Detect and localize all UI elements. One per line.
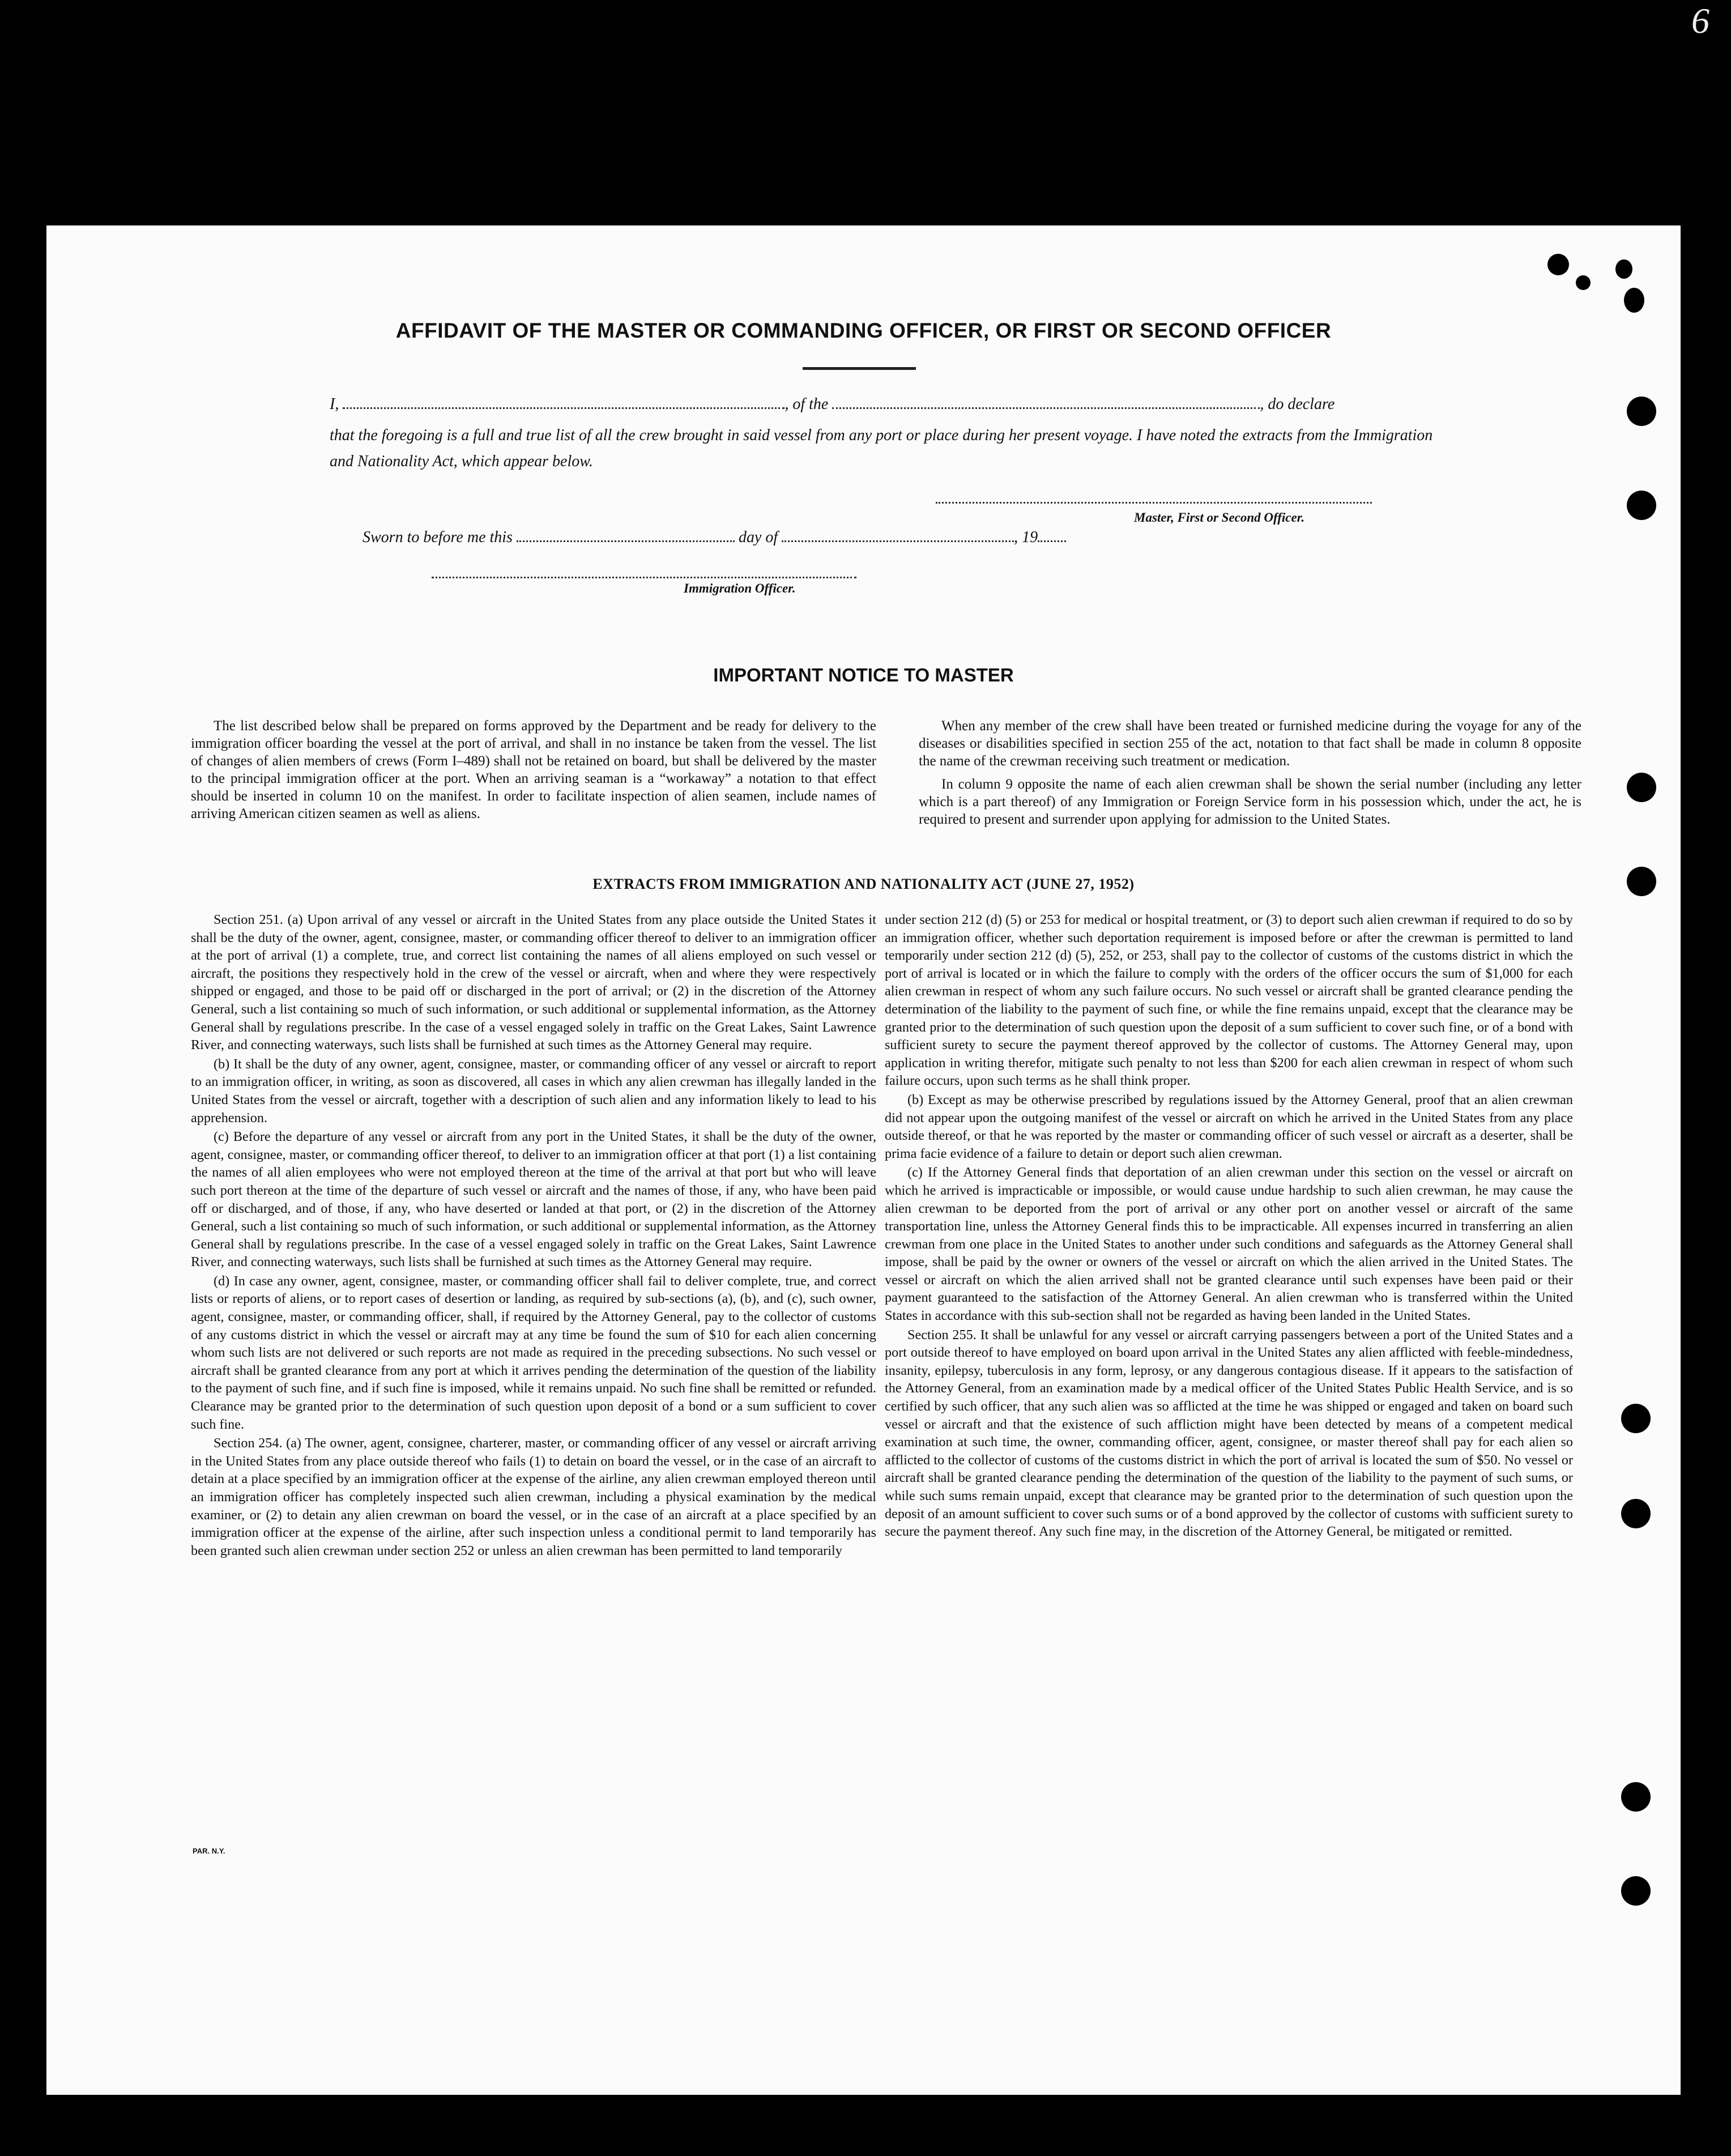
title-underline — [803, 367, 916, 370]
section-254-a: Section 254. (a) The owner, agent, consignee, charterer, master, or commanding officer of any vessel or aircraft arriving in the United States from any place outside thereof who fails (1) to detain on board the vessel, or in the case of an aircraft to detain at a place specified by an immigration officer at the expense of the airline, any alien crewman employed thereon until an immigration officer has completely inspected such alien crewman, including a physical examination by the medical examiner, or (2) to detain any alien crewman on board the vessel, or in the case of an aircraft at a place specified by an immigration officer at the expense of the airline, after such inspection unless a conditional permit to land temporarily has been granted such alien crewman under section 252 or unless an alien crewman has been permitted to land temporarily — [191, 1435, 876, 1558]
section-251-a: Section 251. (a) Upon arrival of any vessel or aircraft in the United States from any place outside the United States it shall be the duty of the owner, agent, consignee, master, or commanding officer thereof to deliver to an immigration officer at the port of arrival (1) a complete, true, and correct list containing the names of all aliens employed on such vessel or aircraft, the positions they respectively hold in the crew of the vessel or aircraft, when and where they were respectively shipped or engaged, and those to be paid off or discharged in the port of arrival; or (2) in the discretion of the Attorney General, such a list containing so much of such information, or such additional or supplemental information, as the Attorney General shall by regulations prescribe. In the case of a vessel engaged solely in traffic on the Great Lakes, Saint Lawrence River, and connecting waterways, such lists shall be furnished at such times as the Attorney General may require. — [191, 912, 876, 1053]
ink-blot — [1576, 275, 1591, 290]
punch-hole — [1627, 397, 1656, 426]
notice-right-paragraph-1: When any member of the crew shall have been treated or furnished medicine during the voyage for any of the diseases or disabilities specified in section 255 of the act, notation to that fact shall be made in column 8 opposite the name of the crewman receiving such treatment or medication. — [919, 718, 1581, 769]
punch-hole — [1621, 1782, 1651, 1812]
extracts-title: EXTRACTS FROM IMMIGRATION AND NATIONALITY ACT (JUNE 27, 1952) — [592, 876, 1135, 892]
punch-hole — [1627, 491, 1656, 520]
sworn-year: , 19 — [1014, 529, 1038, 546]
sworn-day-blank[interactable] — [517, 531, 735, 542]
decl-i: I, — [330, 395, 339, 413]
ink-blot — [1547, 254, 1569, 275]
corner-mark: 6 — [1691, 1, 1709, 41]
sworn-month-blank[interactable] — [782, 531, 1014, 542]
punch-hole — [1621, 1499, 1651, 1528]
immigration-signature-label: Immigration Officer. — [684, 581, 796, 595]
vessel-blank[interactable] — [832, 398, 1260, 409]
name-blank[interactable] — [343, 398, 785, 409]
section-254-b: (b) Except as may be otherwise prescribed by regulations issued by the Attorney General, proof that an alien crewman did not appear upon the outgoing manifest of the vessel or aircraft on which he arrived in the United States from any place outside thereof, or that he was reported by the master or commanding officer of such vessel or aircraft as a deserter, shall be prima facie evidence of a failure to detain or deport such alien crewman. — [885, 1092, 1573, 1161]
section-254-a-cont: under section 212 (d) (5) or 253 for medical or hospital treatment, or (3) to deport such alien crewman if required to do so by an immigration officer, whether such deportation requirement is imposed before or after the crewman is permitted to land temporarily under section 212 (d) (5), 252, or 253, shall pay to the collector of customs of the customs district in which the port of arrival is located or in which the failure to comply with the orders of the officer occurs the sum of $1,000 for each alien crewman in respect of whom any such failure occurs. No such vessel or aircraft shall be granted clearance pending the determination of the liability to the payment of such fine, or while the fine remains unpaid, except that the clearance may be granted prior to the determination of such question upon the deposit of a sum sufficient to cover such fine, or of a bond with sufficient surety to secure the payment thereof approved by the collector of customs. The Attorney General may, upon application in writing therefor, mitigate such penalty to not less than $200 for each alien crewman in respect of whom such failure occurs, upon such terms as he shall think proper. — [885, 912, 1573, 1089]
notice-left-paragraph: The list described below shall be prepared on forms approved by the Department and be ready for delivery to the immigration officer boarding the vessel at the port of arrival, and shall in no instance be taken from the vessel. The list of changes of alien members of crews (Form I–489) shall not be retained on board, but shall be delivered by the master to the principal immigration officer at the port. When an arriving seaman is a “workaway” a notation to that effect should be inserted in column 10 on the manifest. In order to facilitate inspection of alien seamen, include names of arriving American citizen seamen as well as aliens. — [191, 718, 876, 821]
affidavit-title: AFFIDAVIT OF THE MASTER OR COMMANDING OFFICER, OR FIRST OR SECOND OFFICER — [395, 319, 1332, 342]
decl-of-the: , of the — [785, 395, 829, 413]
notice-right-column — [919, 717, 1581, 834]
section-255: Section 255. It shall be unlawful for any vessel or aircraft carrying passengers between a port of the United States and a port outside thereof to have employed on board upon arrival in the United States any alien afflicted with feeble-mindedness, insanity, epilepsy, tuberculosis in any form, leprosy, or any dangerous contagious disease. If it appears to the satisfaction of the Attorney General, from an examination made by a medical officer of the United States Public Health Service, and is so certified by such officer, that any such alien was so afflicted at the time he was shipped or engaged and taken on board such vessel or aircraft and that the existence of such affliction might have been detected by means of a competent medical examination at such time, the owner, commanding officer, agent, consignee, or master thereof shall pay for each alien so afflicted to the collector of customs of the customs district in which the port of arrival is located the sum of $50. No vessel or aircraft shall be granted clearance pending the determination of the question of the liability to the payment of such sums, or while such sums remain unpaid, except that clearance may be granted prior to the determination of such question upon the deposit of an amount sufficient to cover such sums or of a bond approved by the collector of customs with sufficient surety to secure the payment thereof. Any such fine may, in the discretion of the Attorney General, be mitigated or remitted. — [885, 1327, 1573, 1540]
notice-right-paragraph-2: In column 9 opposite the name of each alien crewman shall be shown the serial number (including any letter which is a part thereof) of any Immigration or Foreign Service form in his possession which, under the act, he is required to present and surrender upon applying for admission to the United States. — [919, 777, 1581, 827]
punch-hole — [1621, 1404, 1651, 1433]
sworn-year-blank[interactable] — [1038, 531, 1066, 542]
declaration-text: that the foregoing is a full and true list of all the crew brought in said vessel from any port or place during her present voyage. I have noted the extracts from the Immigration and Nationality Act, which appear below. — [330, 427, 1433, 470]
sworn-prefix: Sworn to before me this — [363, 529, 513, 546]
printer-mark: PAR. N.Y. — [193, 1847, 225, 1855]
master-signature-line[interactable] — [936, 502, 1372, 504]
extracts-right-column — [885, 911, 1573, 1542]
master-signature-label: Master, First or Second Officer. — [1134, 510, 1305, 525]
ink-blot — [1624, 288, 1644, 313]
sworn-day-of: day of — [738, 529, 778, 546]
notice-title: IMPORTANT NOTICE TO MASTER — [713, 664, 1014, 685]
notice-left-column — [191, 717, 876, 828]
punch-hole — [1627, 773, 1656, 802]
sworn-line — [363, 529, 1201, 547]
ink-blot — [1615, 259, 1632, 279]
punch-hole — [1621, 1876, 1651, 1906]
decl-do-declare: , do declare — [1260, 395, 1335, 413]
immigration-signature-line[interactable] — [432, 577, 856, 578]
document-page — [46, 225, 1681, 2095]
section-254-c: (c) If the Attorney General finds that deportation of an alien crewman under this section on the vessel or aircraft on which he arrived is impracticable or impossible, or would cause undue hardship to such alien crewman, he may cause the alien crewman to be deported from the port of arrival or any other port on another vessel or aircraft of the same transportation line, unless the Attorney General finds this to be impracticable. All expenses incurred in transferring an alien crewman from one place in the United States to another under such conditions and safeguards as the Attorney General shall impose, shall be paid by the owner or owners of the vessel or aircraft on which the alien arrived in the United States. The vessel or aircraft on which the alien arrived shall not be granted clearance until such expenses have been paid or their payment guaranteed to the satisfaction of the Attorney General. An alien crewman who is transferred within the United States in accordance with this sub-section shall not be regarded as having been landed in the United States. — [885, 1165, 1573, 1324]
section-251-c: (c) Before the departure of any vessel or aircraft from any port in the United States, it shall be the duty of the owner, agent, consignee, master, or commanding officer thereof, to deliver to an immigration officer at that port (1) a list containing the names of all alien employees who were not employed thereon at the time of the arrival at that port but who will leave such port thereon at the time of the departure of such vessel or aircraft and the names of those, if any, who have been paid off or discharged, and of those, if any, who have deserted or landed at that port, or (2) in the discretion of the Attorney General, such a list containing so much of such information, or such additional or supplemental information, as the Attorney General shall by regulations prescribe. In the case of a vessel engaged solely in traffic on the Great Lakes, Saint Lawrence River, and connecting waterways, such lists shall be furnished at such times as the Attorney General may require. — [191, 1129, 876, 1270]
section-251-b: (b) It shall be the duty of any owner, agent, consignee, master, or commanding officer of any vessel or aircraft to report to an immigration officer, in writing, as soon as discovered, all cases in which any alien crewman has illegally landed in the United States from the vessel or aircraft, together with a description of such alien and any information likely to lead to his apprehension. — [191, 1056, 876, 1126]
declaration-line — [330, 395, 1446, 414]
extracts-left-column — [191, 911, 876, 1561]
punch-hole — [1627, 867, 1656, 896]
section-251-d: (d) In case any owner, agent, consignee, master, or commanding officer shall fail to deliver complete, true, and correct lists or reports of aliens, or to report cases of desertion or landing, as required by sub-sections (a), (b), and (c), such owner, agent, consignee, master, or commanding officer, shall, if required by the Attorney General, pay to the collector of customs of any customs district in which the vessel or aircraft may at any time be found the sum of $10 for each alien concerning whom such lists are not delivered or such reports are not made as required in the preceding subsections. No such vessel or aircraft shall be granted clearance from any port at which it arrives pending the determination of the question of the liability to the payment of such fine, and if such fine is imposed, while it remains unpaid. No such fine shall be remitted or refunded. Clearance may be granted prior to the determination of such question upon deposit of a bond or a sum sufficient to cover such fine. — [191, 1273, 876, 1432]
